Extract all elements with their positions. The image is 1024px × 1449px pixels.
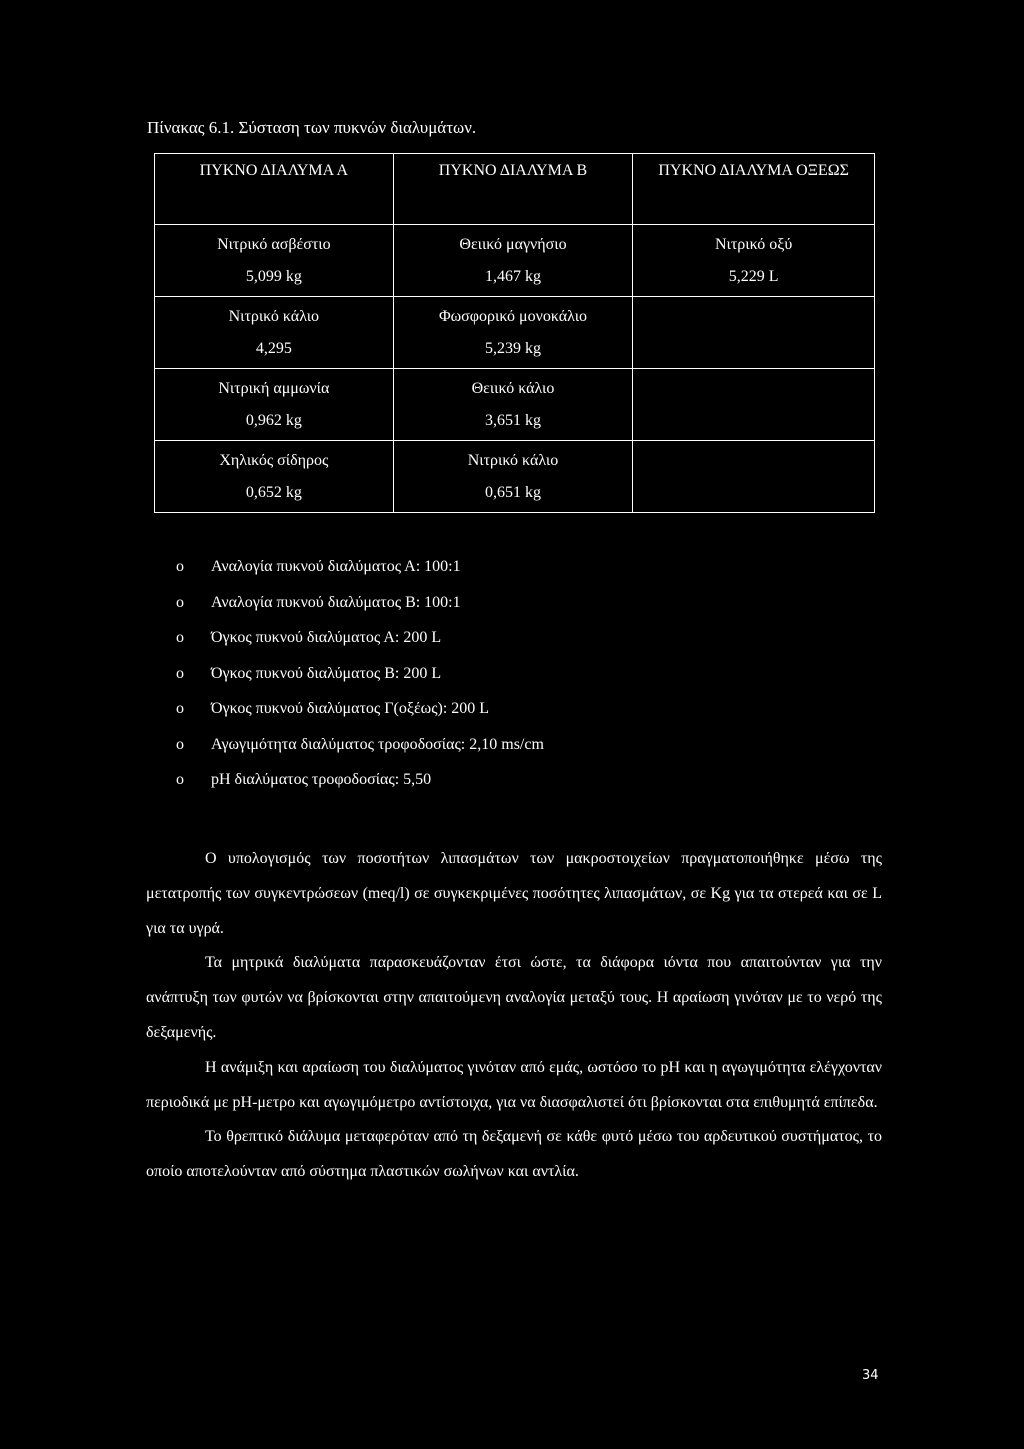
fertilizer-name: Νιτρικό κάλιο <box>467 452 559 469</box>
list-item-text: pH διαλύματος τροφοδοσίας: 5,50 <box>211 771 432 788</box>
header-solution-b: ΠΥΚΝΟ ΔΙΑΛΥΜΑ Β <box>393 154 633 225</box>
fertilizer-name: Νιτρικό ασβέστιο <box>217 236 331 253</box>
bullet-marker: o <box>176 664 184 682</box>
table-cell-empty <box>633 297 875 369</box>
list-item-text: Όγκος πυκνού διαλύματος Γ(οξέως): 200 L <box>211 700 490 717</box>
list-item-text: Αναλογία πυκνού διαλύματος Α: 100:1 <box>211 558 461 575</box>
fertilizer-amount: 4,295 <box>255 340 292 357</box>
composition-table <box>154 153 875 513</box>
table-row <box>155 225 875 297</box>
fertilizer-name: Θειικό κάλιο <box>471 380 555 397</box>
bullet-marker: o <box>176 771 184 788</box>
fertilizer-name: Νιτρικό κάλιο <box>228 308 320 325</box>
table-row <box>155 369 875 441</box>
fertilizer-amount: 1,467 kg <box>484 268 541 285</box>
fertilizer-name: Χηλικός σίδηρος <box>219 452 329 469</box>
fertilizer-name: Φωσφορικό μονοκάλιο <box>438 308 588 325</box>
fertilizer-name: Θειικό μαγνήσιο <box>459 236 567 253</box>
table-cell <box>393 225 633 297</box>
list-item-text: Όγκος πυκνού διαλύματος Β: 200 L <box>211 664 442 682</box>
table-header-row <box>155 154 875 225</box>
fertilizer-amount: 0,651 kg <box>484 484 541 501</box>
list-item <box>176 762 544 798</box>
table-cell <box>155 297 394 369</box>
header-solution-a: ΠΥΚΝΟ ΔΙΑΛΥΜΑ Α <box>155 154 394 225</box>
paragraph: Τα μητρικά διαλύματα παρασκευάζονταν έτσι ώστε, τα διάφορα ιόντα που απαιτούνταν για την ανάπτυξη των φυτών να βρίσκονται στην απαιτούμενη αναλογία μεταξύ τους. Η αραίωση γινόταν με το νερό της δεξαμενής. <box>146 954 882 1041</box>
bullet-marker: o <box>176 700 184 717</box>
page-number: 34 <box>862 1368 879 1383</box>
fertilizer-name: Νιτρική αμμωνία <box>218 380 330 397</box>
fertilizer-amount: 0,962 kg <box>245 412 302 429</box>
paragraph: Το θρεπτικό διάλυμα μεταφερόταν από τη δεξαμενή σε κάθε φυτό μέσω του αρδευτικού συστήματος, το οποίο αποτελούνταν από σύστημα πλαστικών σωλήνων και αντλία. <box>146 1128 882 1181</box>
bullet-marker: o <box>176 558 184 575</box>
list-item-text: Αγωγιμότητα διαλύματος τροφοδοσίας: 2,10 ms/cm <box>211 735 544 753</box>
fertilizer-amount: 5,229 L <box>728 268 779 285</box>
list-item <box>176 656 544 692</box>
table-row <box>155 441 875 513</box>
list-item <box>176 549 544 585</box>
list-item <box>176 585 544 621</box>
table-cell-empty <box>633 441 875 513</box>
bullet-marker: o <box>176 735 184 753</box>
fertilizer-amount: 5,239 kg <box>484 340 541 357</box>
table-cell <box>155 441 394 513</box>
table-cell <box>393 369 633 441</box>
table-cell <box>633 225 875 297</box>
header-solution-acid: ΠΥΚΝΟ ΔΙΑΛΥΜΑ ΟΞΕΩΣ <box>633 154 875 225</box>
fertilizer-amount: 5,099 kg <box>245 268 302 285</box>
fertilizer-amount: 0,652 kg <box>245 484 302 501</box>
bullet-marker: o <box>176 593 184 611</box>
fertilizer-amount: 3,651 kg <box>484 412 541 429</box>
solution-facts-list <box>176 549 544 798</box>
paragraph: Ο υπολογισμός των ποσοτήτων λιπασμάτων των μακροστοιχείων πραγματοποιήθηκε μέσω της μετατροπής των συγκεντρώσεων (meq/l) σε συγκεκριμένες ποσότητες λιπασμάτων, σε Kg για τα στερεά και σε L για τα υγρά. <box>146 850 882 937</box>
table-cell-empty <box>633 369 875 441</box>
fertilizer-name: Νιτρικό οξύ <box>714 236 793 253</box>
table-cell <box>155 369 394 441</box>
list-item <box>176 727 544 763</box>
table-cell <box>393 441 633 513</box>
table-cell <box>155 225 394 297</box>
list-item-text: Αναλογία πυκνού διαλύματος Β: 100:1 <box>211 593 461 611</box>
list-item <box>176 620 544 656</box>
table-cell <box>393 297 633 369</box>
bullet-marker: o <box>176 629 184 646</box>
table-row <box>155 297 875 369</box>
list-item <box>176 691 544 727</box>
table-caption: Πίνακας 6.1. Σύσταση των πυκνών διαλυμάτων. <box>147 118 477 137</box>
paragraph: Η ανάμιξη και αραίωση του διαλύματος γινόταν από εμάς, ωστόσο το pH και η αγωγιμότητα ελέγχονταν περιοδικά με pH-μετρο και αγωγιμόμετρο αντίστοιχα, για να διασφαλιστεί ότι βρίσκονται στα επιθυμητά επίπεδα. <box>146 1058 882 1111</box>
list-item-text: Όγκος πυκνού διαλύματος Α: 200 L <box>211 629 442 646</box>
body-text <box>146 842 882 1190</box>
